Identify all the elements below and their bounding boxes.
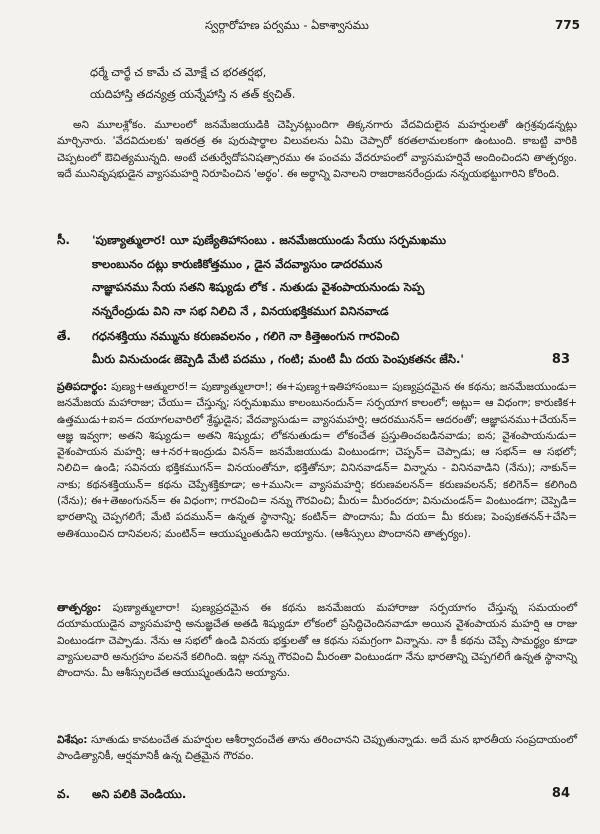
opening-verse-line-1: ధర్మే చార్థే చ కామే చ మోక్షే చ భరతర్షభ, — [90, 65, 267, 79]
tatparyam-text: పుణ్యాత్ములారా! పుణ్యప్రదమైన ఈ కథను జనమేజయ మహారాజు సర్పయాగం చేస్తున్న సమయంలో దయామయుడైన వ్యాసమహర్షి అనుజ్ఞచేత అతడి శిష్యుడూ లోకంలో ప్రసిద్ధిచెందినవాడూ అయిన వైశంపాయన మహర్షి ఆ రాజు వింటుండగా చెప్పాడు. నేను ఆ సభలో ఉండి వినయ భక్తులతో ఆ కథను సమగ్రంగా విన్నాను. నా కీ కథను చెప్పే సామర్థ్యం కూడా వ్యాసులవారి అనుగ్రహం వలననే కలిగింది. ఇట్లా నన్ను గౌరవించి మీరంతా వింటుండగా నేను భారతాన్ని చెప్పగలిగే ఉన్నత స్థానాన్ని పొందాను. మీ ఆశీస్సులచేత ఆయుష్మంతుడిని అయ్యాను. — [57, 602, 577, 680]
tatparyam-heading: తాత్పర్యం: — [57, 602, 102, 614]
running-title: స్వర్గారోహణ పర్వము - ఏకాశ్వాసము — [205, 18, 369, 32]
gita-line-2: మీరు వినుచుండఁ జెప్పెడి మేటి పదము , గంటి; మంటి మీ దయ పెంపుకతనఁ జేసి.' — [92, 352, 464, 366]
sisa-line-2: కాలంబునం దట్లు కారుణికోత్తముం , డైన వేదవ్యాసుం డాదరమున — [92, 257, 383, 271]
pratipadartham-heading: ప్రతిపదార్థం: — [57, 381, 108, 393]
pratipadartham-text: పుణ్య+ఆత్ములార!= పుణ్యాత్ములారా!; ఈ+పుణ్య+ఇతిహాసంబు= పుణ్యప్రదమైన ఈ కథను; జనమేజయుండు= జనమేజయ మహారాజు; చేయు= చేస్తున్న; సర్పమఖము కాలంబునందున్= సర్పయాగ కాలంలో; అట్లు= ఆ విధంగా; కారుణిక+ ఉత్తముడు+ఐన= దయాగలవారిలో శ్రేష్ఠుడైన; వేదవ్యాసుడు= వ్యాసమహర్షి; ఆదరమునన్= ఆదరంతో; ఆజ్ఞాపనము+చేయన్= ఆజ్ఞ ఇవ్వగా; అతని శిష్యుడు= అతని శిష్యుడు; లోకనుతుడు= లోకంచేత ప్రస్తుతించబడినవాడు; ఐన; వైశంపాయనుడు= వైశంపాయన మహర్షి; ఆ+నర+ఇంద్రుడు వినన్= జనమేజయుడు వింటుండగా; చెప్పన్= చెప్పాడు; ఆ సభన్= ఆ సభలో; నిలిచి= ఉండి; సవినయ భక్తికముగన్= వినయంతోనూ, భక్తితోనూ; వినినవాడన్= విన్నాను - వినినవాడిని (నేను); నాకున్= నాకు; కథనశక్తియున్= కథను చెప్పేశక్తికూడా; అ+మునిఁ= వ్యాసమహర్షి; కరుణవలనన్= కరుణవలనన్; కలిగెన్= కలిగింది (నేను); ఈ+తెఱంగునన్= ఈ విధంగా; గారవించి= నన్ను గౌరవించి; మీరు= మీరందరూ; వినుచుండన్= వింటుండగా; చెప్పెడి= భారతాన్ని చెప్పగలిగే; మేటి పదమున్= ఉన్నత స్థానాన్ని; కంటిన్= పొందాను; మీ దయ= మీ కరుణ; పెంపుకతనన్+చేసి= అతిశయించిన దానివలన; మంటిన్= ఆయుష్మంతుడిని అయ్యాను. (ఆశీస్సులు పొందానని తాత్పర్యం). — [57, 381, 577, 540]
tatparyam-section — [57, 600, 577, 681]
intro-paragraph — [57, 117, 577, 182]
sisa-line-4: నన్నరేంద్రుడు విని నా సభ నిలిచి నే , వినయభక్తికముగ వినినవాఁడ — [92, 304, 389, 318]
page-number: 775 — [554, 18, 580, 32]
visesham-text: సూతుడు కావటంచేత మహర్షుల ఆశీర్వాదంచేత తాను తరించానని చెప్పుతున్నాడు. అదే మన భారతీయ సంప్రదాయంలో పాండిత్యానికీ, ఆర్షమానికీ ఉన్న చిత్రమైన గౌరవం. — [57, 734, 577, 763]
sisa-line-3: నాజ్ఞాపనము సేయ సతని శిష్యుడు లోక . నుతుడు వైశంపాయనుండు సెప్ప — [92, 280, 425, 294]
sisa-line-1: 'పుణ్యాత్ములార! యీ పుణ్యేతిహాసంబు . జనమేజయుండు సేయు సర్పమఖము — [92, 233, 447, 247]
vachanam-label: వ. — [57, 787, 71, 801]
gita-label: తే. — [57, 329, 71, 343]
gita-line-1: గధనశక్తియు నమ్మును కరుణవలనం , గలిగె నా కిత్తెఱంగున గారవించి — [92, 329, 400, 343]
visesham-section — [57, 732, 577, 765]
visesham-heading: విశేషం: — [57, 734, 88, 746]
verse-number-84: 84 — [551, 786, 570, 801]
sisa-label: సీ. — [57, 233, 70, 247]
intro-text: అని మూలశ్లోకం. మూలంలో జనమేజయుడికి చెప్పినట్లుందిగా తిక్కనగారు వేదవిదులైన మహర్షులతో ఉగ్రశ్రవుడన్నట్లు మార్చినారు. 'వేదవిదులకు' ఇతరత్ర ఈ పురుషార్థాల విలువలను ఏమి చెప్పారో కరతలామలకంగా ఉంటుంది. కాబట్టి వారికి చెప్పటంలో ఔచిత్యమున్నది. అంటే చతుర్వేదోపనిషత్సారము ఈ పంచమ వేదరూపంలో వ్యాసమహర్షివే అందించిందని తాత్పర్యం. ఇదే మునివృషభుడైన వ్యాసమహర్షి నిరూపించిన 'అర్థం'. ఈ అర్థాన్ని వినాలని రాజరాజనరేంద్రుడు నన్నయభట్టుగారిని కోరింది. — [57, 119, 577, 180]
verse-number-83: 83 — [551, 352, 570, 367]
vachanam-text: అని పలికి వెండియు. — [92, 787, 187, 801]
pratipadartham-section — [57, 379, 577, 542]
opening-verse-line-2: యదిహాస్తి తదన్యత్ర యన్నేహాస్తి న తత్ క్వచిత్. — [90, 87, 296, 101]
page-header — [0, 18, 600, 36]
